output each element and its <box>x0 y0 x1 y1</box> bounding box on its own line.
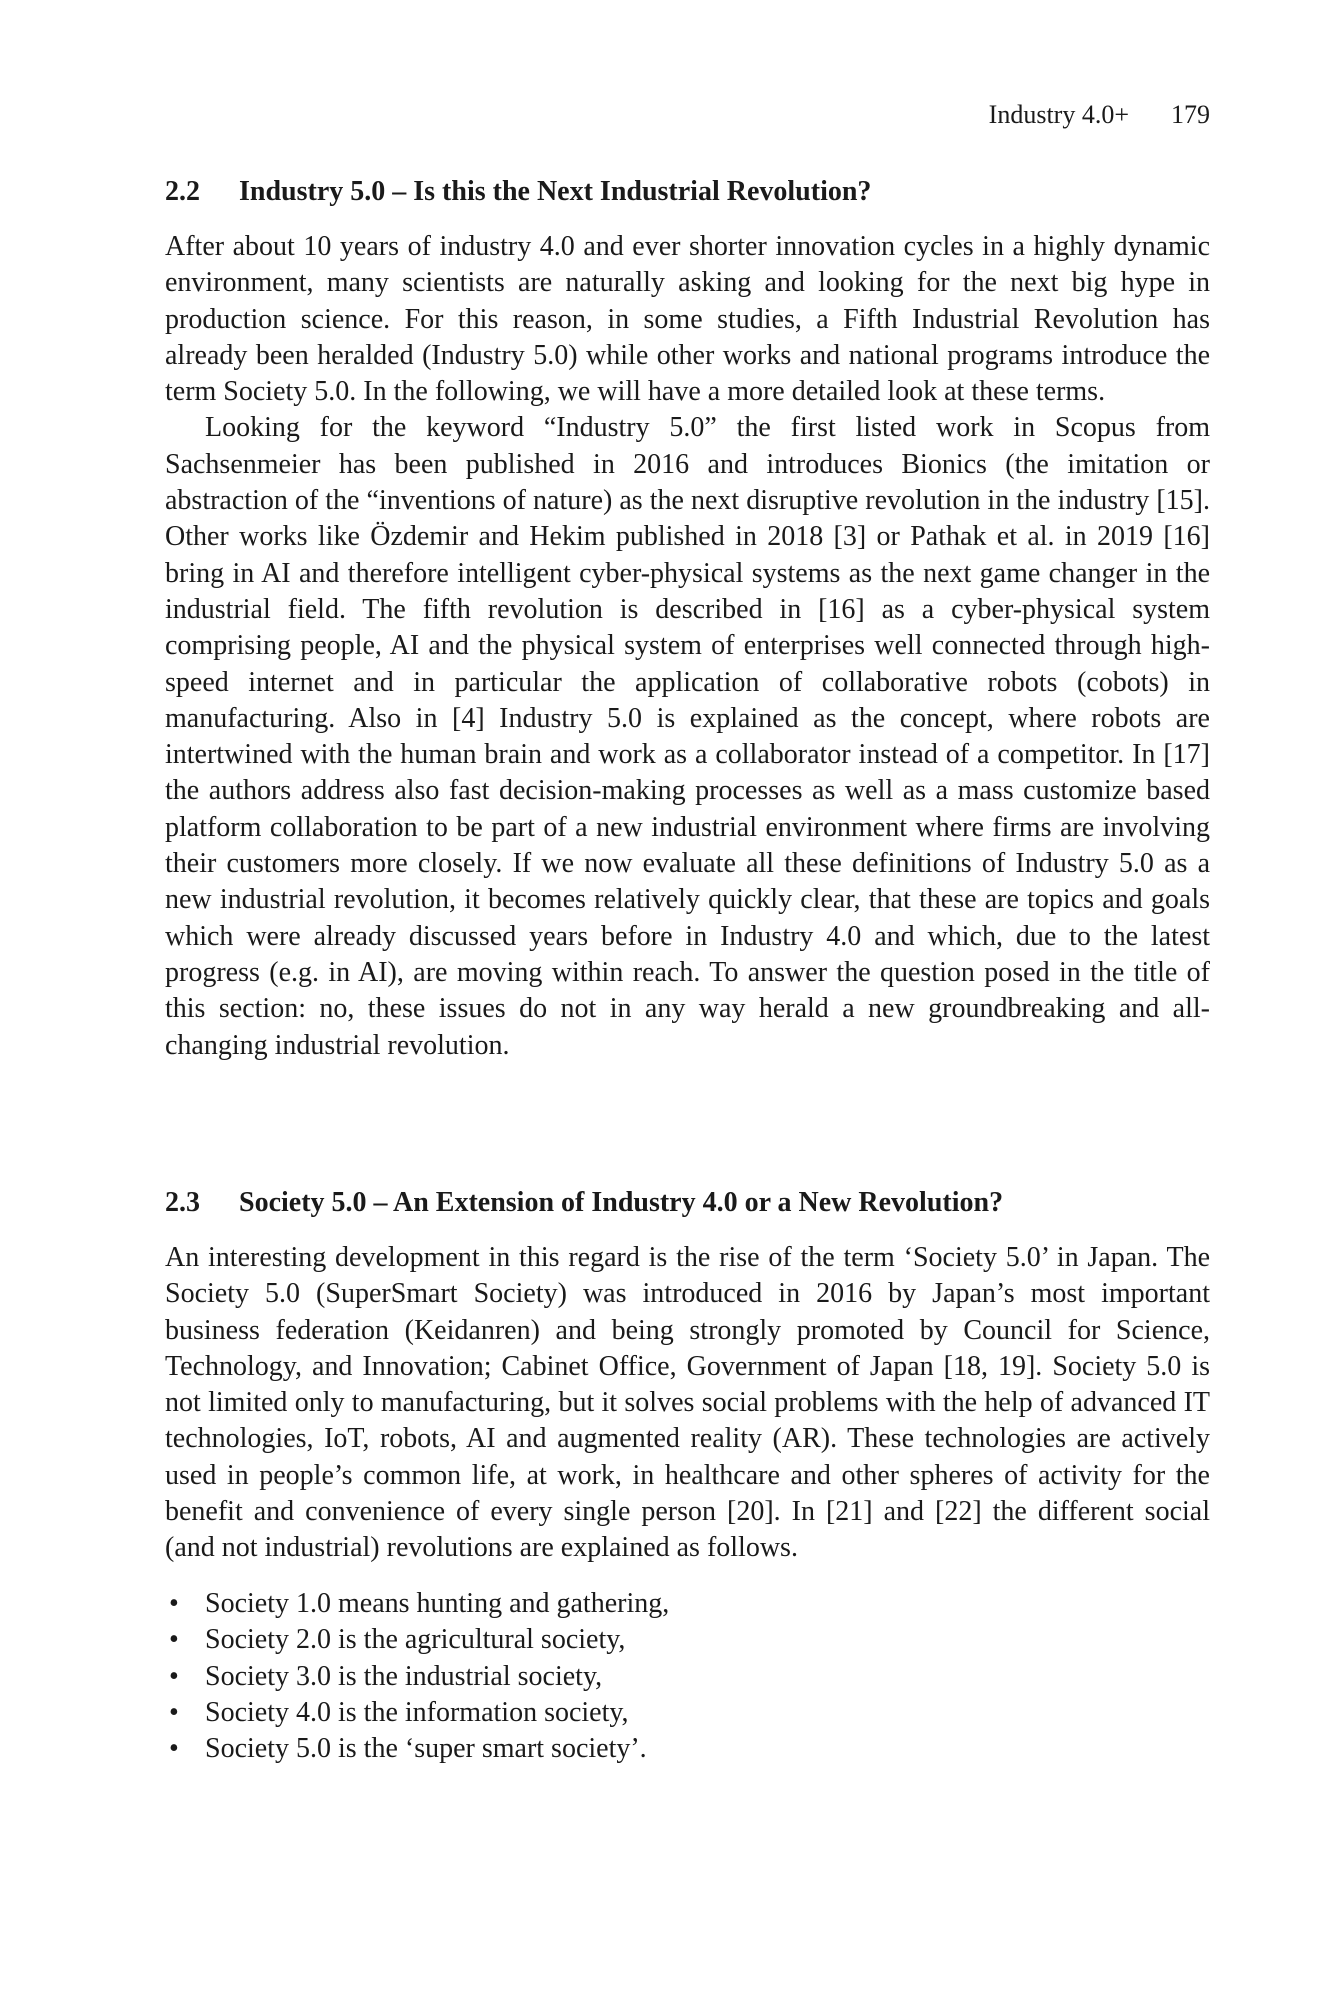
page-number: 179 <box>1171 100 1210 129</box>
list-item <box>165 1586 1210 1622</box>
bullet-icon: • <box>169 1624 179 1656</box>
section-2-2-body <box>165 229 1210 1064</box>
list-item-text: Society 4.0 is the information society, <box>205 1696 629 1728</box>
section-2-3-body <box>165 1240 1210 1567</box>
section-heading-2-2 <box>165 174 1210 210</box>
list-item-text: Society 1.0 means hunting and gathering, <box>205 1588 670 1619</box>
bullet-icon: • <box>169 1588 179 1619</box>
bullet-list <box>165 1586 1210 1767</box>
section-number: 2.3 <box>165 1187 200 1218</box>
list-item-text: Society 5.0 is the ‘super smart society’. <box>205 1733 647 1765</box>
list-item-text: Society 3.0 is the industrial society, <box>205 1660 603 1692</box>
bullet-icon: • <box>169 1660 179 1692</box>
list-item <box>165 1731 1210 1767</box>
paragraph: An interesting development in this regard is the rise of the term ‘Society 5.0’ in Japan. The Society 5.0 (SuperSmart Society) was introduced in 2016 by Japan’s most important business federation (Keidanren) and being strongly promoted by Council for Science, Technology, and Innovation; Cabinet Office, Government of Japan [18, 19]. Society 5.0 is not limited only to manufacturing, but it solves social problems with the help of advanced IT technologies, IoT, robots, AI and augmented reality (AR). These technologies are actively used in people’s common life, at work, in healthcare and other spheres of activity for the benefit and convenience of every single person [20]. In [21] and [22] the different social (and not industrial) revolutions are explained as follows. <box>165 1242 1210 1564</box>
paragraph: After about 10 years of industry 4.0 and ever shorter innovation cycles in a highly dynamic environment, many scientists are naturally asking and looking for the next big hype in production science. For this reason, in some studies, a Fifth Industrial Revolution has already been heralded (Industry 5.0) while other works and national programs introduce the term Society 5.0. In the following, we will have a more detailed look at these terms. <box>165 231 1210 408</box>
bullet-icon: • <box>169 1696 179 1728</box>
list-item-text: Society 2.0 is the agricultural society, <box>205 1624 626 1656</box>
running-head-title: Industry 4.0+ <box>988 100 1129 129</box>
section-number: 2.2 <box>165 176 200 207</box>
section-heading-2-3 <box>165 1185 1210 1221</box>
list-item <box>165 1659 1210 1695</box>
paragraph: Looking for the keyword “Industry 5.0” the first listed work in Scopus from Sachsenmeier has been published in 2016 and introduces Bionics (the imitation or abstraction of the “inventions of nature) as the next disruptive revolution in the industry [15]. Other works like Özdemir and Hekim published in 2018 [3] or Pathak et al. in 2019 [16] bring in AI and therefore intelligent cyber-physical systems as the next game changer in the industrial field. The fifth revolution is described in [16] as a cyber-physical system comprising people, AI and the physical system of enterprises well connected through high-speed internet and in particular the application of collaborative robots (cobots) in manufacturing. Also in [4] Industry 5.0 is explained as the concept, where robots are intertwined with the human brain and work as a collaborator instead of a competitor. In [17] the authors address also fast decision-making processes as well as a mass customize based platform collaboration to be part of a new industrial environment where firms are involving their customers more closely. If we now evaluate all these definitions of Industry 5.0 as a new industrial revolution, it becomes relatively quickly clear, that these are topics and goals which were already discussed years before in Industry 4.0 and which, due to the latest progress (e.g. in AI), are moving within reach. To answer the question posed in the title of this section: no, these issues do not in any way herald a new groundbreaking and all-changing industrial revolution. <box>165 412 1210 1061</box>
section-title: Society 5.0 – An Extension of Industry 4.0 or a New Revolution? <box>239 1187 1004 1218</box>
list-item <box>165 1622 1210 1658</box>
running-head <box>989 100 1210 130</box>
section-title: Industry 5.0 – Is this the Next Industrial Revolution? <box>239 176 872 207</box>
list-item <box>165 1695 1210 1731</box>
bullet-icon: • <box>169 1733 179 1765</box>
